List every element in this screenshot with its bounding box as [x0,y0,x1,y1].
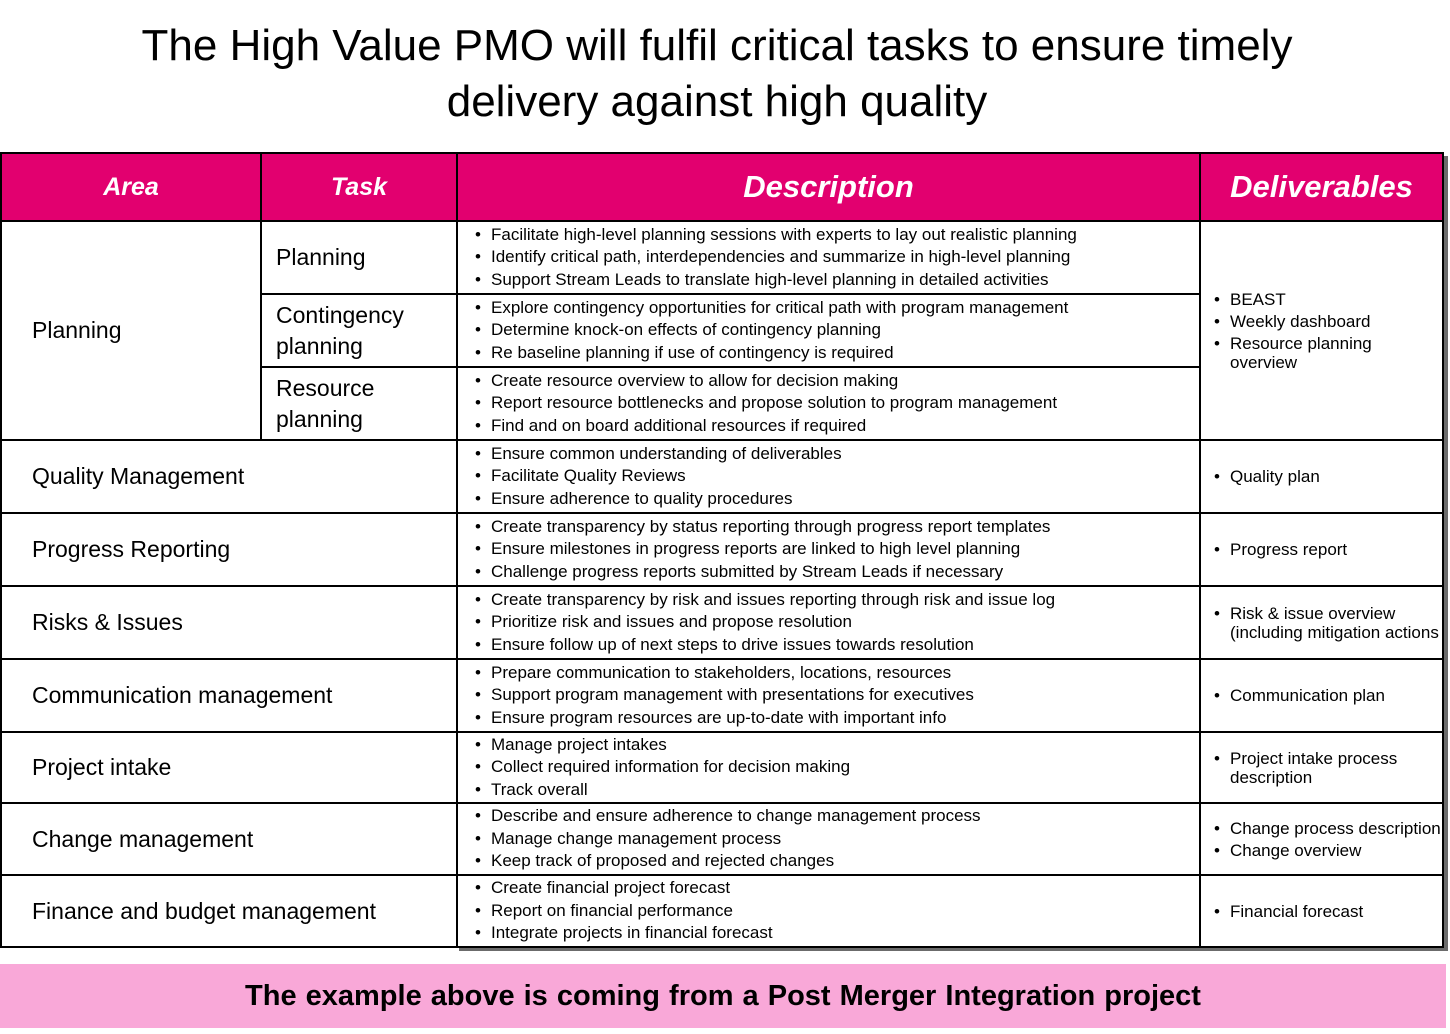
deliverables-communication-management [1200,659,1443,732]
deliverables-project-intake [1200,732,1443,803]
rule [260,152,262,441]
description-item: • Re baseline planning if use of contingency is required [471,342,1200,365]
area-progress-reporting: Progress Reporting [32,536,231,562]
title-line-2: delivery against high quality [446,77,988,126]
rule [261,366,1200,368]
rule [0,874,1444,876]
description-item: • Ensure adherence to quality procedures [471,488,1200,511]
description-item: • Manage project intakes [471,734,1200,757]
area-finance-budget-management: Finance and budget management [32,897,376,924]
deliverables-finance-budget-management [1200,875,1443,947]
deliverable-item: • Communication plan [1210,686,1443,705]
deliverable-item: • BEAST [1210,290,1443,309]
deliverable-item: • Risk & issue overview (including mitigation actions [1210,604,1443,642]
description-quality-management [457,440,1200,513]
footer-text: The example above is coming from a Post Merger Integration project [245,979,1201,1012]
deliverable-item: • Change process description [1210,819,1443,838]
rule [261,293,1200,295]
area-communication-management: Communication management [32,682,333,708]
description-item: • Ensure milestones in progress reports are linked to high level planning [471,538,1200,561]
description-item: • Find and on board additional resources if required [471,415,1200,438]
table-shadow-right [1444,156,1448,950]
description-item: • Manage change management process [471,828,1200,851]
description-item: • Identify critical path, interdependencies and summarize in high-level planning [471,246,1200,269]
deliverable-item: • Weekly dashboard [1210,312,1443,331]
deliverable-item: • Project intake process description [1210,749,1443,787]
description-item: • Support Stream Leads to translate high-level planning in detailed activities [471,269,1200,292]
description-item: • Prepare communication to stakeholders, locations, resources [471,662,1200,685]
description-item: • Report resource bottlenecks and propose solution to program management [471,392,1200,415]
deliverables-progress-reporting [1200,513,1443,586]
rule [456,152,458,948]
rule [0,585,1444,587]
description-item: • Determine knock-on effects of contingency planning [471,319,1200,342]
description-item: • Ensure common understanding of deliverables [471,443,1200,466]
task-planning: Planning [276,244,366,270]
task-contingency-planning: Contingency planning [276,301,404,359]
description-change-management [457,803,1200,875]
header-task: Task [261,153,457,221]
rule [0,439,1444,441]
task-resource-planning: Resource planning [276,374,375,432]
description-planning [457,221,1200,294]
description-finance-budget-management [457,875,1200,947]
deliverable-item: • Change overview [1210,841,1443,860]
rule [0,731,1444,733]
description-item: • Report on financial performance [471,900,1200,923]
rule [0,658,1444,660]
description-item: • Describe and ensure adherence to change management process [471,805,1200,828]
rule [0,152,1444,154]
deliverable-item: • Quality plan [1210,467,1443,486]
rule [0,802,1444,804]
description-item: • Create transparency by risk and issues reporting through risk and issue log [471,589,1200,612]
description-item: • Challenge progress reports submitted by Stream Leads if necessary [471,561,1200,584]
rule [0,946,1444,948]
header-deliverables: Deliverables [1200,153,1443,221]
rule [0,512,1444,514]
rule [1442,152,1444,948]
description-item: • Create resource overview to allow for decision making [471,370,1200,393]
description-item: • Create transparency by status reporting through progress report templates [471,516,1200,539]
description-communication-management [457,659,1200,732]
description-item: • Integrate projects in financial forecast [471,922,1200,945]
description-item: • Create financial project forecast [471,877,1200,900]
description-item: • Facilitate high-level planning sessions with experts to lay out realistic planning [471,224,1200,247]
header-description: Description [457,153,1200,221]
rule [0,220,1444,222]
area-quality-management: Quality Management [32,463,245,489]
deliverables-change-management [1200,803,1443,875]
description-item: • Track overall [471,779,1200,802]
header-area: Area [1,153,261,221]
description-item: • Ensure program resources are up-to-date with important info [471,707,1200,730]
deliverable-item: • Progress report [1210,540,1443,559]
area-project-intake: Project intake [32,754,172,780]
description-progress-reporting [457,513,1200,586]
description-contingency-planning [457,294,1200,367]
deliverables-risks-issues [1200,586,1443,659]
area-planning: Planning [32,317,122,343]
deliverables-planning [1200,221,1443,440]
description-project-intake [457,732,1200,803]
description-item: • Explore contingency opportunities for critical path with program management [471,297,1200,320]
deliverable-item: • Financial forecast [1210,902,1443,921]
deliverable-item: • Resource planning overview [1210,334,1443,372]
rule [1199,152,1201,948]
description-item: • Ensure follow up of next steps to drive issues towards resolution [471,634,1200,657]
rule [0,152,2,948]
description-item: • Collect required information for decision making [471,756,1200,779]
description-item: • Prioritize risk and issues and propose resolution [471,611,1200,634]
description-risks-issues [457,586,1200,659]
description-resource-planning [457,367,1200,440]
description-item: • Support program management with presentations for executives [471,684,1200,707]
title-line-1: The High Value PMO will fulfil critical tasks to ensure timely [141,21,1293,70]
deliverables-quality-management [1200,440,1443,513]
footer-banner [0,964,1446,1028]
description-item: • Facilitate Quality Reviews [471,465,1200,488]
area-risks-issues: Risks & Issues [32,609,183,635]
area-change-management: Change management [32,825,254,852]
description-item: • Keep track of proposed and rejected changes [471,850,1200,873]
